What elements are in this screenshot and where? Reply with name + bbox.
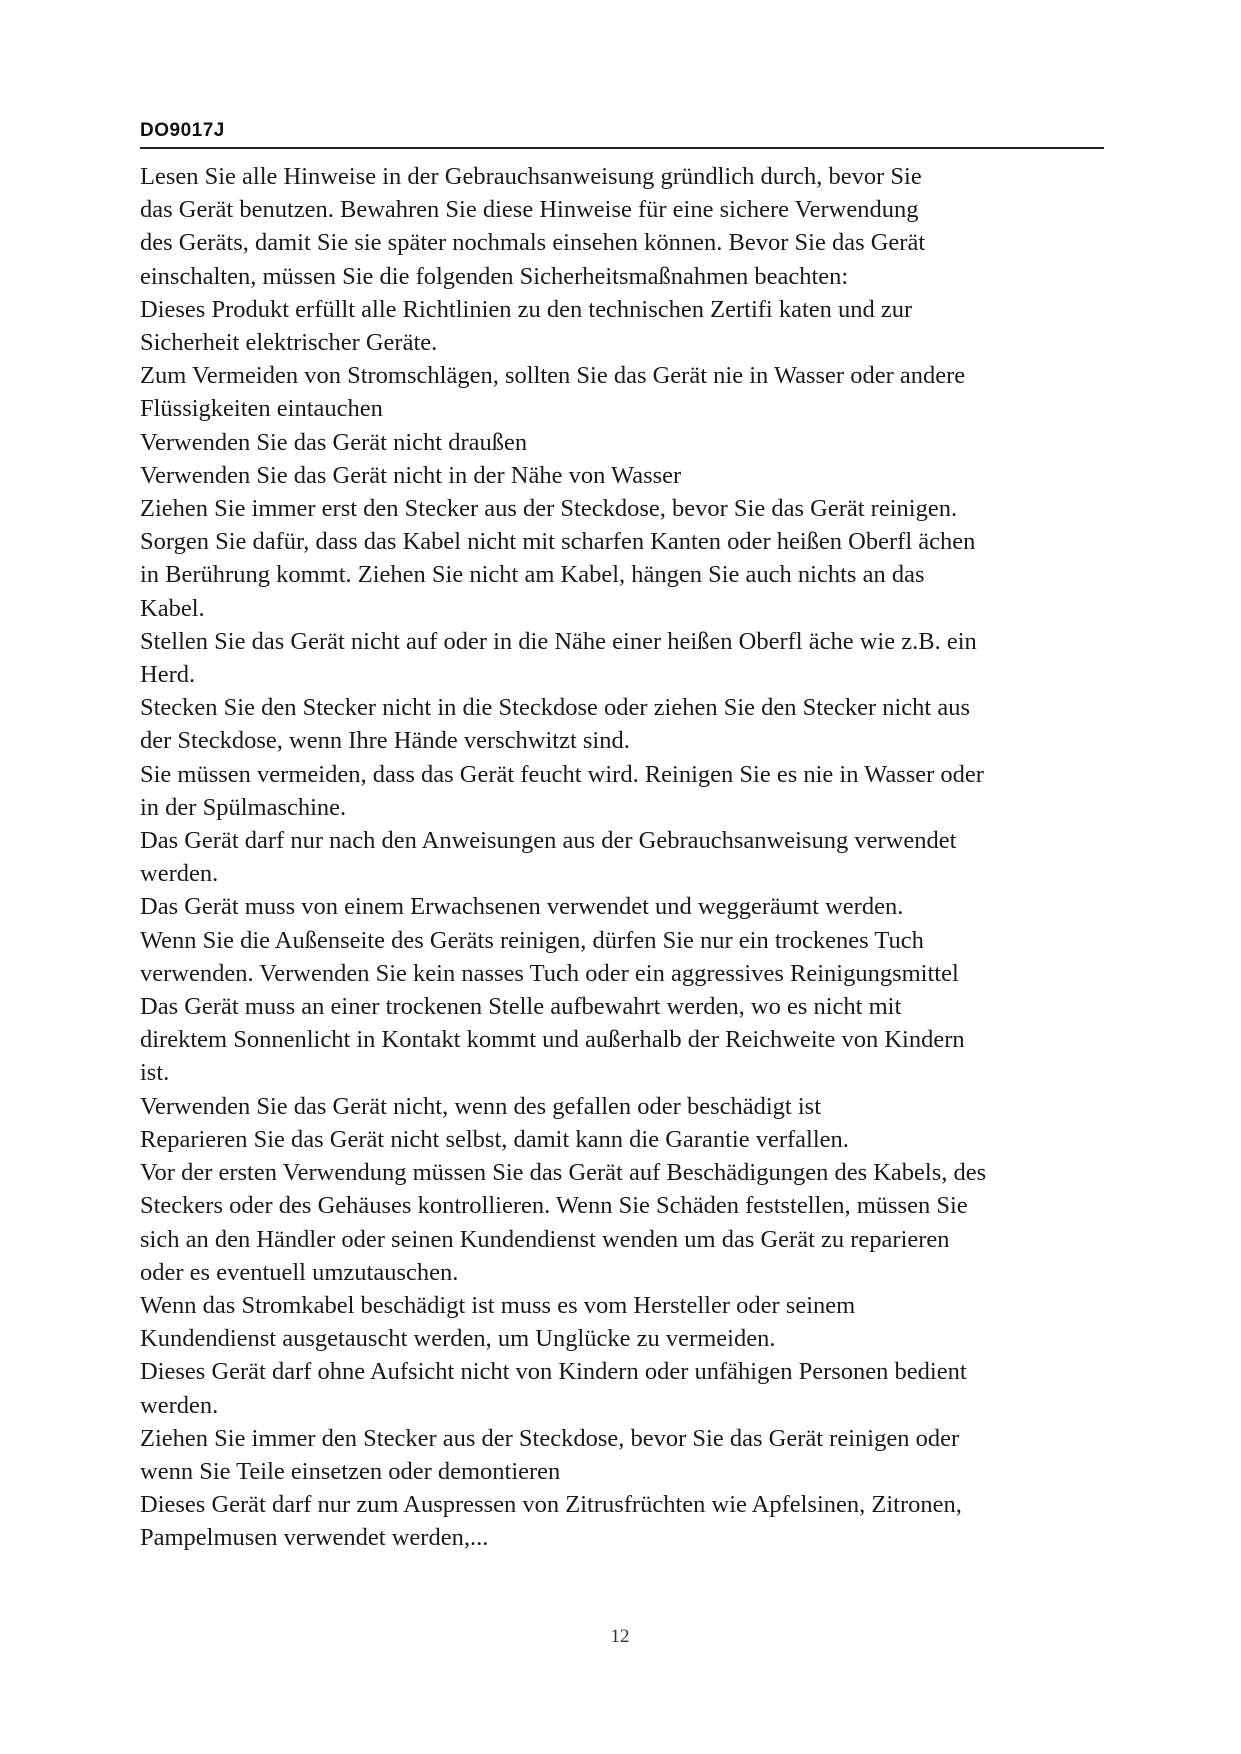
text-line: in Berührung kommt. Ziehen Sie nicht am Kabel, hängen Sie auch nichts an das bbox=[140, 561, 925, 589]
text-line: Sicherheit elektrischer Geräte. bbox=[140, 329, 438, 357]
text-line: Ziehen Sie immer den Stecker aus der Steckdose, bevor Sie das Gerät reinigen oder bbox=[140, 1424, 960, 1452]
text-line: Dieses Gerät darf nur zum Auspressen von Zitrusfrüchten wie Apfelsinen, Zitronen, bbox=[140, 1491, 962, 1519]
text-line: Das Gerät muss von einem Erwachsenen verwendet und weggeräumt werden. bbox=[140, 893, 904, 921]
text-line: ist. bbox=[140, 1059, 170, 1087]
text-line: werden. bbox=[140, 1391, 219, 1419]
page-number: 12 bbox=[610, 1626, 630, 1647]
text-line: Stecken Sie den Stecker nicht in die Steckdose oder ziehen Sie den Stecker nicht aus bbox=[140, 694, 971, 722]
document-code: DO9017J bbox=[140, 120, 225, 141]
text-line: oder es eventuell umzutauschen. bbox=[140, 1258, 459, 1286]
text-line: Flüssigkeiten eintauchen bbox=[140, 395, 383, 423]
text-line: Steckers oder des Gehäuses kontrollieren. Wenn Sie Schäden feststellen, müssen Sie bbox=[140, 1192, 968, 1220]
text-line: Lesen Sie alle Hinweise in der Gebrauchsanweisung gründlich durch, bevor Sie bbox=[140, 163, 922, 190]
text-line: Herd. bbox=[140, 661, 196, 689]
text-line: Dieses Gerät darf ohne Aufsicht nicht von Kindern oder unfähigen Personen bedient bbox=[140, 1358, 967, 1386]
text-line: Vor der ersten Verwendung müssen Sie das Gerät auf Beschädigungen des Kabels, des bbox=[140, 1159, 987, 1187]
text-line: Ziehen Sie immer erst den Stecker aus der Steckdose, bevor Sie das Gerät reinigen. bbox=[140, 495, 958, 523]
text-line: Verwenden Sie das Gerät nicht in der Nähe von Wasser bbox=[140, 461, 682, 489]
text-line: Kabel. bbox=[140, 594, 205, 622]
text-line: direktem Sonnenlicht in Kontakt kommt und außerhalb der Reichweite von Kindern bbox=[140, 1026, 965, 1054]
text-line: Stellen Sie das Gerät nicht auf oder in die Nähe einer heißen Oberfl äche wie z.B. ein bbox=[140, 627, 977, 655]
text-line: Verwenden Sie das Gerät nicht draußen bbox=[140, 428, 528, 456]
text-line: Reparieren Sie das Gerät nicht selbst, damit kann die Garantie verfallen. bbox=[140, 1125, 849, 1153]
text-line: Sorgen Sie dafür, dass das Kabel nicht mit scharfen Kanten oder heißen Oberfl ächen bbox=[140, 528, 976, 556]
header-divider bbox=[140, 147, 1104, 149]
text-line: Verwenden Sie das Gerät nicht, wenn des gefallen oder beschädigt ist bbox=[140, 1092, 822, 1120]
text-line: des Geräts, damit Sie sie später nochmals einsehen können. Bevor Sie das Gerät bbox=[140, 229, 926, 257]
text-line: wenn Sie Teile einsetzen oder demontieren bbox=[140, 1457, 561, 1485]
text-line: Zum Vermeiden von Stromschlägen, sollten Sie das Gerät nie in Wasser oder andere bbox=[140, 362, 966, 390]
text-line: Wenn das Stromkabel beschädigt ist muss es vom Hersteller oder seinem bbox=[140, 1291, 856, 1319]
safety-instructions-text bbox=[140, 160, 1102, 1555]
text-line: Sie müssen vermeiden, dass das Gerät feucht wird. Reinigen Sie es nie in Wasser oder bbox=[140, 760, 984, 788]
text-line: in der Spülmaschine. bbox=[140, 793, 347, 821]
text-line: Wenn Sie die Außenseite des Geräts reinigen, dürfen Sie nur ein trockenes Tuch bbox=[140, 926, 924, 954]
text-line: Das Gerät darf nur nach den Anweisungen aus der Gebrauchsanweisung verwendet bbox=[140, 827, 957, 855]
text-line: Das Gerät muss an einer trockenen Stelle aufbewahrt werden, wo es nicht mit bbox=[140, 993, 902, 1021]
text-line: der Steckdose, wenn Ihre Hände verschwitzt sind. bbox=[140, 727, 630, 755]
text-line: einschalten, müssen Sie die folgenden Sicherheitsmaßnahmen beachten: bbox=[140, 262, 849, 290]
text-line: das Gerät benutzen. Bewahren Sie diese Hinweise für eine sichere Verwendung bbox=[140, 196, 919, 224]
text-line: Pampelmusen verwendet werden,... bbox=[140, 1524, 489, 1552]
text-line: Dieses Produkt erfüllt alle Richtlinien zu den technischen Zertifi katen und zur bbox=[140, 295, 913, 323]
text-line: werden. bbox=[140, 860, 219, 888]
text-line: Kundendienst ausgetauscht werden, um Unglücke zu vermeiden. bbox=[140, 1325, 776, 1353]
text-line: verwenden. Verwenden Sie kein nasses Tuch oder ein aggressives Reinigungsmittel bbox=[140, 959, 959, 987]
text-line: sich an den Händler oder seinen Kundendienst wenden um das Gerät zu reparieren bbox=[140, 1225, 950, 1253]
